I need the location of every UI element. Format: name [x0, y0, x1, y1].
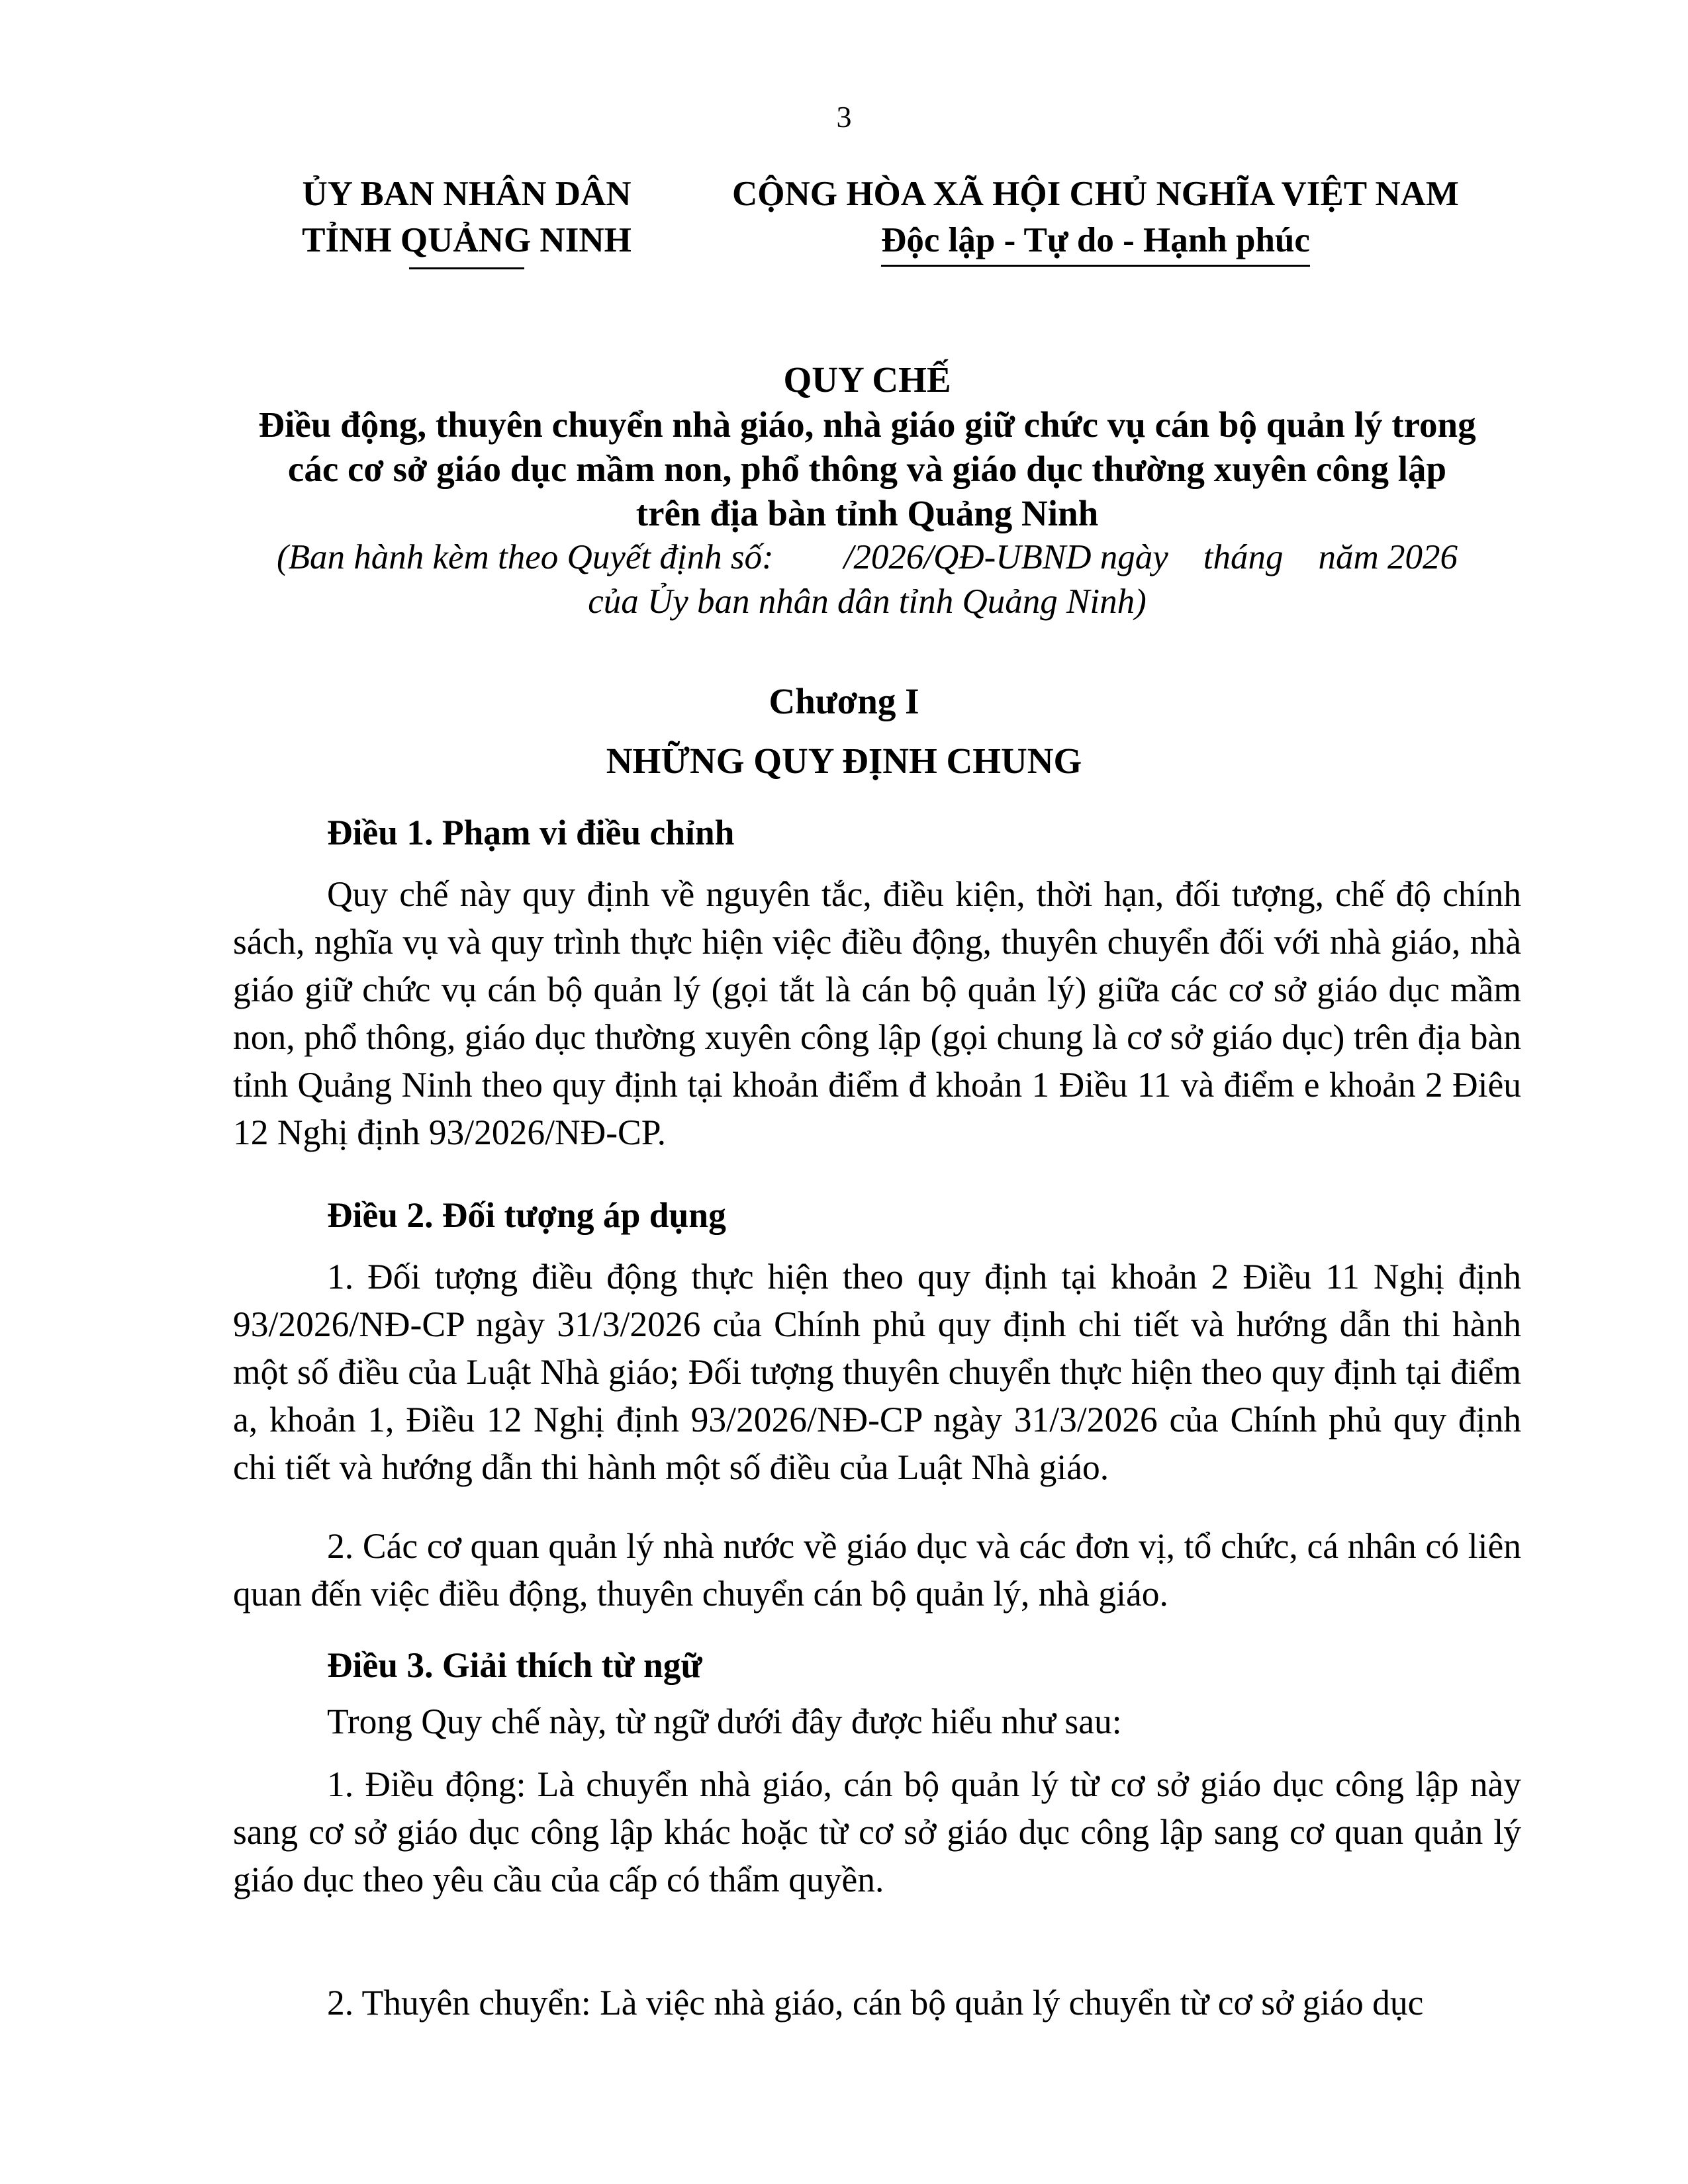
- issuance-note-line-1: (Ban hành kèm theo Quyết định số: /2026/QĐ-UBND ngày tháng năm 2026: [276, 538, 1458, 576]
- article-3-definition-2: 2. Thuyên chuyển: Là việc nhà giáo, cán bộ quản lý chuyển từ cơ sở giáo dục: [327, 1983, 1424, 2023]
- authority-underline: [409, 267, 524, 269]
- article-2-paragraph-2: 2. Các cơ quan quản lý nhà nước về giáo dục và các đơn vị, tổ chức, cá nhân có liên quan đến việc điều động, thuyên chuyển cán bộ quản lý, nhà giáo.: [233, 1526, 1521, 1614]
- page-number: 3: [836, 100, 852, 134]
- article-3-intro: Trong Quy chế này, từ ngữ dưới đây được hiểu như sau:: [327, 1702, 1122, 1741]
- authority-line-2: TỈNH QUẢNG NINH: [302, 221, 632, 259]
- document-subject-line-2: các cơ sở giáo dục mầm non, phổ thông và giáo dục thường xuyên công lập: [287, 449, 1447, 489]
- authority-line-1: ỦY BAN NHÂN DÂN: [302, 175, 632, 213]
- document-subject-line-1: Điều động, thuyên chuyển nhà giáo, nhà giáo giữ chức vụ cán bộ quản lý trong: [258, 404, 1476, 445]
- national-title: [702, 171, 1489, 267]
- chapter-number: Chương I: [769, 681, 919, 721]
- article-1-heading: Điều 1. Phạm vi điều chỉnh: [327, 813, 735, 852]
- document-subject-line-3: trên địa bàn tỉnh Quảng Ninh: [635, 493, 1099, 533]
- issuance-note-line-2: của Ủy ban nhân dân tỉnh Quảng Ninh): [588, 582, 1147, 621]
- article-1-paragraph: Quy chế này quy định về nguyên tắc, điều kiện, thời hạn, đối tượng, chế độ chính sách, nghĩa vụ và quy trình thực hiện việc điều động, thuyên chuyển đối với nhà giáo, nhà giáo giữ chức vụ cán bộ quản lý (gọi tắt là cán bộ quản lý) giữa các cơ sở giáo dục mầm non, phổ thông, giáo dục thường xuyên công lập (gọi chung là cơ sở giáo dục) trên địa bàn tỉnh Quảng Ninh theo quy định tại khoản điểm đ khoản 1 Điều 11 và điểm e khoản 2 Điêu 12 Nghị định 93/2026/NĐ-CP.: [233, 874, 1521, 1152]
- national-name: CỘNG HÒA XÃ HỘI CHỦ NGHĨA VIỆT NAM: [732, 175, 1459, 213]
- national-motto: Độc lập - Tự do - Hạnh phúc: [881, 220, 1310, 267]
- issuing-authority: [277, 171, 657, 269]
- document-title-block: [218, 357, 1516, 624]
- article-3-heading: Điều 3. Giải thích từ ngữ: [327, 1645, 702, 1685]
- article-3-definition-1: 1. Điều động: Là chuyển nhà giáo, cán bộ quản lý từ cơ sở giáo dục công lập này sang cơ sở giáo dục công lập khác hoặc từ cơ sở giáo dục công lập sang cơ quan quản lý giáo dục theo yêu cầu của cấp có thẩm quyền.: [233, 1764, 1521, 1899]
- article-2-heading: Điều 2. Đối tượng áp dụng: [327, 1195, 726, 1235]
- chapter-title: NHỮNG QUY ĐỊNH CHUNG: [606, 741, 1082, 781]
- document-type: QUY CHẾ: [783, 359, 951, 400]
- article-2-paragraph-1: 1. Đối tượng điều động thực hiện theo quy định tại khoản 2 Điều 11 Nghị định 93/2026/NĐ-CP ngày 31/3/2026 của Chính phủ quy định chi tiết và hướng dẫn thi hành một số điều của Luật Nhà giáo; Đối tượng thuyên chuyển thực hiện theo quy định tại điểm a, khoản 1, Điều 12 Nghị định 93/2026/NĐ-CP ngày 31/3/2026 của Chính phủ quy định chi tiết và hướng dẫn thi hành một số điều của Luật Nhà giáo.: [233, 1257, 1521, 1487]
